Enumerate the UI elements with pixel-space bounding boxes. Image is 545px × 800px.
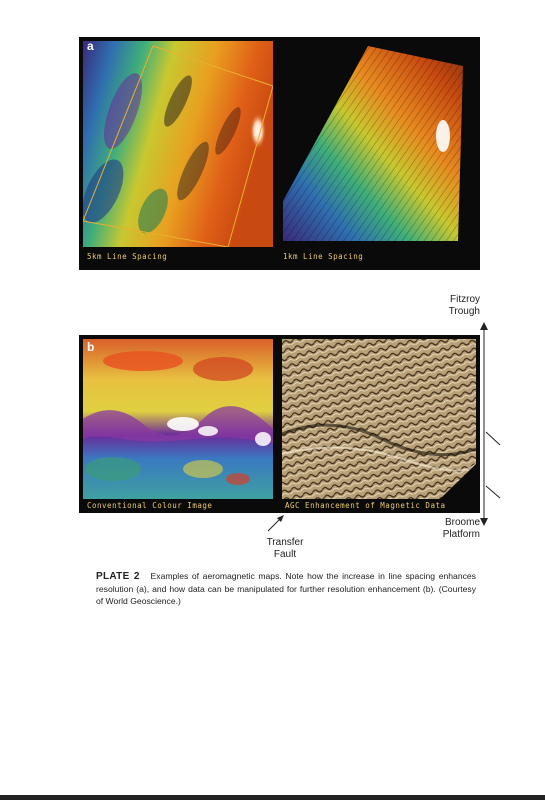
broome-line1: Broome <box>444 517 480 528</box>
fitzroy-line1: Fitzroy <box>450 294 480 305</box>
plate-number: PLATE 2 <box>96 571 140 582</box>
transfer-line2: Fault <box>273 549 297 560</box>
fitzroy-line2: Trough <box>448 306 480 317</box>
caption-text: Examples of aeromagnetic maps. Note how the increase in line spacing enhances resolution (a), and how data can be manipulated for further resolution enhancement (b). (Courtesy of World Geoscience.) <box>96 571 476 606</box>
plate-a-right-caption: 1km Line Spacing <box>283 252 364 261</box>
plate-b-right-caption: AGC Enhancement of Magnetic Data <box>285 501 446 510</box>
transfer-fault-label <box>250 537 320 561</box>
plate-b-left-caption: Conventional Colour Image <box>87 501 213 510</box>
plate-a-left-caption: 5km Line Spacing <box>87 252 168 261</box>
plate-caption <box>96 570 476 607</box>
plate-b-letter: b <box>87 340 95 354</box>
transfer-line1: Transfer <box>266 537 304 548</box>
plate-a-letter: a <box>87 39 94 53</box>
fitzroy-trough-label <box>410 294 480 318</box>
broome-line2: Platform <box>442 529 480 540</box>
page-bottom-edge <box>0 795 545 800</box>
broome-platform-label <box>408 517 480 541</box>
